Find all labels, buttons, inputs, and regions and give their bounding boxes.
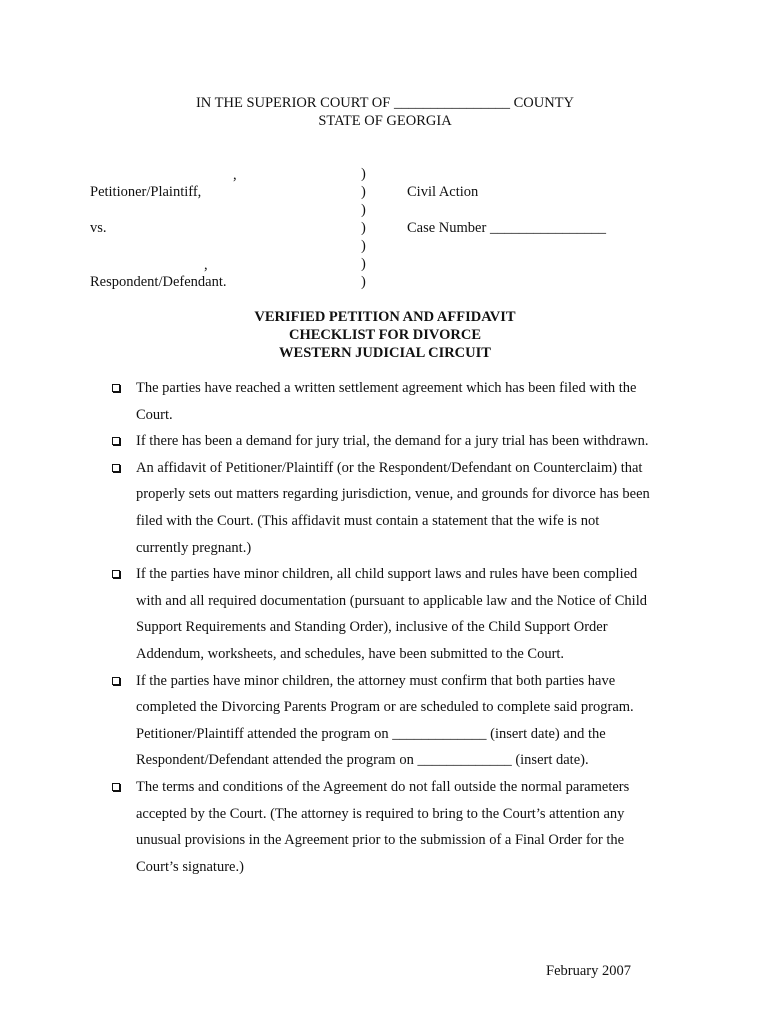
checklist-item	[112, 561, 702, 667]
caption-paren: )	[361, 256, 366, 272]
checklist-item-line: filed with the Court. (This affidavit must contain a statement that the wife is not	[136, 512, 600, 529]
versus-label: vs.	[90, 220, 107, 236]
caption-paren: )	[361, 274, 366, 290]
checklist-item-line: Court.	[136, 406, 173, 423]
checklist-item	[112, 375, 702, 428]
checklist-item-line: unusual provisions in the Agreement prior to the submission of a Final Order for the	[136, 832, 625, 849]
caption-paren: )	[361, 238, 366, 254]
checklist-item	[112, 774, 702, 880]
case-number-field: Case Number ________________	[407, 220, 606, 236]
checklist-item-line: An affidavit of Petitioner/Plaintiff (or the Respondent/Defendant on Counterclaim) that	[136, 459, 643, 476]
checkbox-icon[interactable]	[112, 570, 120, 578]
civil-action-label: Civil Action	[407, 184, 479, 200]
checklist-item	[112, 455, 702, 561]
caption-paren: )	[361, 184, 366, 200]
checklist-item-line: Addendum, worksheets, and schedules, have been submitted to the Court.	[136, 645, 565, 662]
checklist-item-line: If there has been a demand for jury trial, the demand for a jury trial has been withdrawn.	[136, 433, 649, 450]
petitioner-label: Petitioner/Plaintiff,	[90, 184, 202, 200]
checklist-item-line: with and all required documentation (pursuant to applicable law and the Notice of Child	[136, 592, 647, 609]
checklist-item-line: currently pregnant.)	[136, 539, 252, 556]
checklist-item	[112, 668, 702, 774]
checklist-item-line: properly sets out matters regarding jurisdiction, venue, and grounds for divorce has been	[136, 486, 650, 503]
caption-paren: )	[361, 166, 366, 182]
document-title-line2: CHECKLIST FOR DIVORCE	[288, 327, 481, 343]
checklist-item-line: If the parties have minor children, all child support laws and rules have been complied	[136, 566, 638, 583]
revision-date: February 2007	[546, 963, 631, 979]
checkbox-icon[interactable]	[112, 437, 120, 445]
checklist-item-line: The parties have reached a written settlement agreement which has been filed with the	[136, 380, 637, 396]
checkbox-icon[interactable]	[112, 783, 120, 791]
respondent-name-comma: ,	[204, 257, 208, 273]
checklist-item-line: Petitioner/Plaintiff attended the program on _____________ (insert date) and the	[136, 725, 606, 742]
state-heading: STATE OF GEORGIA	[318, 113, 452, 129]
document-title-line1: VERIFIED PETITION AND AFFIDAVIT	[254, 309, 516, 325]
checklist-item-line: The terms and conditions of the Agreement do not fall outside the normal parameters	[136, 778, 630, 795]
respondent-label: Respondent/Defendant.	[90, 274, 227, 290]
checkbox-icon[interactable]	[112, 677, 120, 685]
document-title-line3: WESTERN JUDICIAL CIRCUIT	[279, 345, 491, 361]
checklist	[112, 375, 702, 880]
checklist-item-line: Court’s signature.)	[136, 858, 244, 875]
court-heading: IN THE SUPERIOR COURT OF ________________ COUNTY	[195, 95, 575, 111]
checklist-item	[112, 428, 702, 455]
checklist-item-line: completed the Divorcing Parents Program or are scheduled to complete said program.	[136, 699, 634, 716]
checkbox-icon[interactable]	[112, 384, 120, 392]
caption-paren: )	[361, 220, 366, 236]
checklist-item-line: accepted by the Court. (The attorney is required to bring to the Court’s attention any	[136, 805, 625, 822]
checklist-item-line: If the parties have minor children, the attorney must confirm that both parties have	[136, 672, 616, 689]
petitioner-name-comma: ,	[233, 167, 237, 183]
caption-paren: )	[361, 202, 366, 218]
checklist-item-line: Support Requirements and Standing Order), inclusive of the Child Support Order	[136, 619, 608, 636]
checkbox-icon[interactable]	[112, 464, 120, 472]
checklist-item-line: Respondent/Defendant attended the program on _____________ (insert date).	[136, 752, 589, 769]
